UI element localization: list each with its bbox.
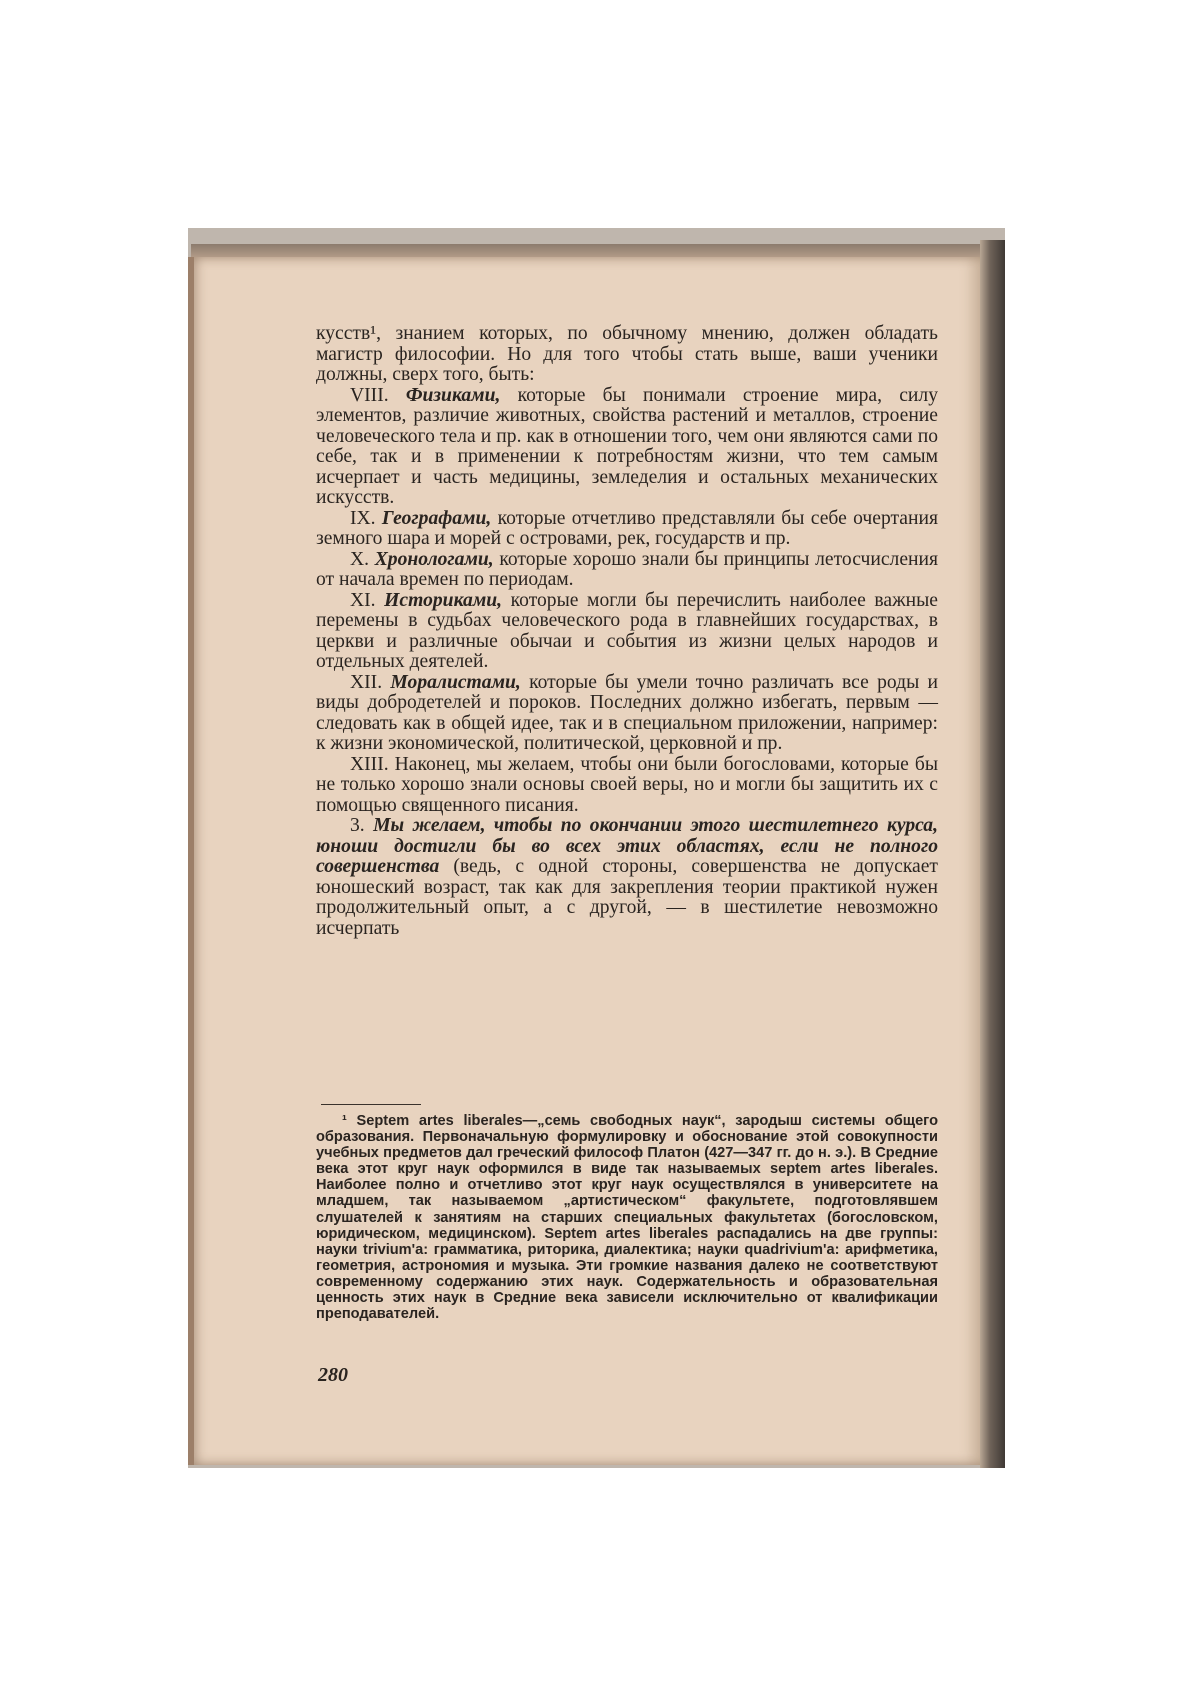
italic-term: Хронологами,	[374, 548, 494, 570]
text-run: которые бы понимали строение мира, силу элементов, различие животных, свойства растений и металлов, строение человеческого тела и пр. как в отношении того, чем они являются сами по себе, так и в применении к потребностям жизни, что тем самым исчерпает и часть медицины, земледелия и остальных механических искусств.	[316, 384, 938, 508]
paragraph-7	[316, 816, 938, 939]
text-run: которые бы умели точно различать все роды и виды добродетелей и пороков. Последних должно избегать, первым — следовать как в общей идее, так и в специальном приложении, например: к жизни экономической, политической, церковной и пр.	[316, 671, 939, 754]
footnote-rule	[321, 1104, 421, 1105]
text-run: XII.	[350, 671, 391, 693]
italic-term: Историками,	[384, 589, 503, 611]
paragraph-4	[316, 591, 938, 673]
text-run: XIII. Наконец, мы желаем, чтобы они были богословами, которые бы не только хорошо знали основы своей веры, но и могли бы защитить их с помощью священного писания.	[316, 753, 938, 816]
text-run: IX.	[350, 507, 382, 529]
paragraph-0	[316, 324, 938, 386]
paragraph-5	[316, 673, 938, 755]
text-run: которые хорошо знали бы принципы летосчисления от начала времен по периодам.	[316, 548, 938, 590]
page-left-edge	[188, 257, 194, 1465]
paragraph-1	[316, 386, 938, 509]
text-run: VIII.	[350, 384, 406, 406]
footnote-text: ¹ Septem artes liberales—„семь свободных наук“, зародыш системы общего образования. Первоначальную формулировку и обоснование этой совокупности учебных предметов дал греческий философ Платон (427—347 гг. до н. э.). В Средние века этот круг наук оформился в виде так называемых septem artes liberales. Наиболее полно и отчетливо этот круг наук осуществлялся в университете на младшем, так называемом „артистическом“ факультете, подготовлявшем слушателей к занятиям на старших специальных факультетах (богословском, юридическом, медицинском). Septem artes liberales распадались на две группы: науки trivium'a: грамматика, риторика, диалектика; науки quadrivium'a: арифметика, геометрия, астрономия и музыка. Эти громкие названия далеко не соответствуют современному содержанию этих наук. Содержательность и образовательная ценность этих наук в Средние века зависели исключительно от квалификации преподавателей.	[316, 1113, 938, 1323]
text-run: (ведь, с одной стороны, совершенства не допускает юношеский возраст, так как для закрепления теории практикой нужен продолжительный опыт, а с другой, — в шестилетие невозможно исчерпать	[316, 856, 938, 939]
italic-term: Моралистами,	[390, 671, 521, 693]
text-run: 3.	[350, 815, 374, 836]
page-right-edge	[980, 240, 1005, 1468]
paragraph-6	[316, 755, 938, 817]
italic-term: Географами,	[381, 507, 492, 529]
text-run: которые могли бы перечислить наиболее важные перемены в судьбах человеческого рода в главнейших государствах, в церкви и различные обычаи и события из жизни целых народов и отдельных деятелей.	[316, 589, 938, 672]
paragraph-3	[316, 550, 938, 591]
main-text	[316, 324, 938, 939]
page-number: 280	[318, 1364, 348, 1386]
paragraph-2	[316, 509, 938, 550]
text-run: XI.	[350, 589, 385, 611]
text-run: кусств¹, знанием которых, по обычному мнению, должен обладать магистр философии. Но для того чтобы стать выше, ваши ученики должны, сверх того, быть:	[316, 323, 938, 385]
italic-term: Физиками,	[405, 384, 501, 406]
text-run: которые отчетливо представляли бы себе очертания земного шара и морей с островами, рек, государств и пр.	[316, 507, 938, 549]
italic-term: Мы желаем, чтобы по окончании этого шестилетнего курса, юноши достигли бы во всех этих областях, если не полного совершенства	[316, 815, 938, 877]
text-run: X.	[350, 548, 375, 570]
footnote	[316, 1113, 938, 1322]
page-top-edge	[191, 244, 1005, 258]
